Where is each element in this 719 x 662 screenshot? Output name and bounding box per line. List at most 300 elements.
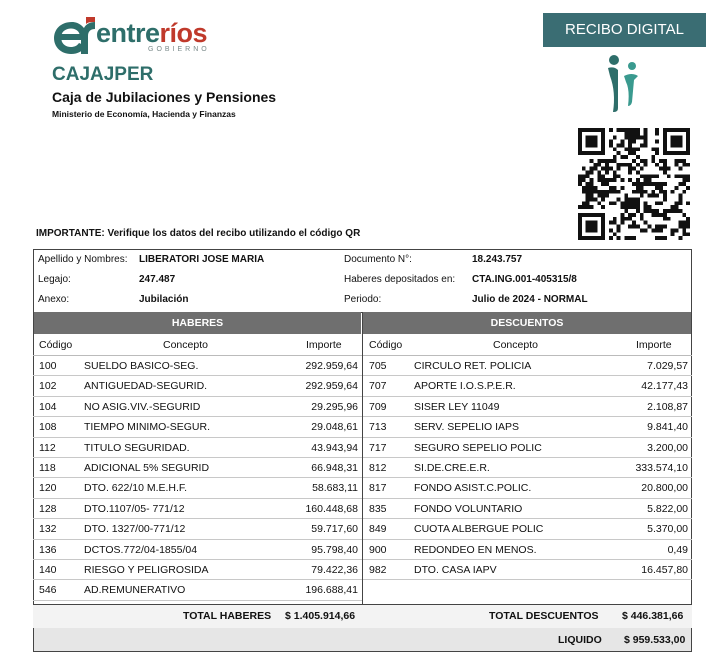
descuentos-code: 982	[369, 564, 387, 576]
qr-module	[578, 132, 582, 136]
qr-module	[582, 205, 586, 209]
qr-module	[636, 225, 640, 229]
haberes-code: 100	[39, 360, 57, 372]
qr-module	[636, 132, 640, 136]
qr-module	[655, 201, 659, 205]
qr-module	[590, 190, 594, 194]
qr-module	[613, 201, 617, 205]
periodo-value: Julio de 2024 - NORMAL	[472, 294, 588, 305]
logo-subtitle: GOBIERNO	[148, 46, 210, 53]
periodo-label: Periodo:	[344, 294, 382, 305]
qr-module	[605, 170, 609, 174]
qr-module	[678, 151, 682, 155]
haberes-concept: DTO.1107/05- 771/12	[84, 502, 185, 515]
qr-module	[624, 217, 628, 221]
qr-module	[651, 209, 655, 213]
qr-module	[620, 155, 624, 159]
qr-module	[655, 213, 659, 217]
qr-module	[686, 143, 690, 147]
qr-module	[586, 190, 590, 194]
descuentos-concept: SERV. SEPELIO IAPS	[414, 421, 520, 434]
qr-module	[620, 217, 624, 221]
qr-module	[578, 147, 582, 151]
haberes-depositados-value: CTA.ING.001-405315/8	[472, 274, 577, 285]
qr-module	[678, 136, 682, 140]
qr-module	[667, 128, 671, 132]
qr-module	[620, 186, 624, 190]
qr-module	[601, 136, 605, 140]
qr-module	[624, 198, 628, 202]
qr-module	[628, 170, 632, 174]
qr-module	[620, 221, 624, 225]
qr-module	[609, 190, 613, 194]
qr-module	[593, 140, 597, 144]
family-figure-icon	[604, 52, 644, 114]
liquido-value: $ 959.533,00	[624, 634, 686, 646]
qr-module	[624, 194, 628, 198]
qr-module	[613, 190, 617, 194]
qr-module	[601, 205, 605, 209]
qr-module	[601, 143, 605, 147]
qr-module	[593, 198, 597, 202]
haberes-code: 546	[39, 584, 57, 597]
qr-module	[671, 136, 675, 140]
qr-module	[663, 194, 667, 198]
qr-module	[609, 128, 613, 132]
qr-module	[632, 136, 636, 140]
total-descuentos-label: TOTAL DESCUENTOS	[489, 610, 599, 622]
name-value: LIBERATORI JOSE MARIA	[139, 254, 265, 265]
qr-module	[586, 136, 590, 140]
qr-module	[648, 225, 652, 229]
qr-module	[636, 186, 640, 190]
qr-module	[644, 221, 648, 225]
qr-module	[593, 143, 597, 147]
haberes-row	[33, 580, 362, 600]
qr-module	[648, 205, 652, 209]
qr-module	[648, 194, 652, 198]
qr-module	[613, 170, 617, 174]
qr-module	[659, 159, 663, 163]
qr-module	[663, 128, 667, 132]
qr-module	[632, 151, 636, 155]
qr-module	[675, 159, 679, 163]
descuentos-code: 812	[369, 462, 387, 474]
qr-module	[590, 213, 594, 217]
descuentos-concept: SISER LEY 11049	[414, 400, 500, 413]
qr-module	[601, 147, 605, 151]
qr-module	[582, 236, 586, 240]
qr-module	[636, 155, 640, 159]
qr-module	[593, 128, 597, 132]
qr-module	[578, 205, 582, 209]
haberes-concept: ADICIONAL 5% SEGURID	[84, 462, 210, 474]
haberes-amount: 160.448,68	[305, 502, 358, 515]
qr-module	[678, 167, 682, 171]
qr-module	[613, 232, 617, 236]
important-notice: IMPORTANTE: Verifique los datos del recibo utilizando el código QR	[36, 228, 361, 239]
qr-module	[593, 221, 597, 225]
descuentos-row	[363, 356, 692, 376]
qr-module	[597, 201, 601, 205]
qr-module	[678, 140, 682, 144]
qr-module	[590, 205, 594, 209]
haberes-amount: 66.948,31	[311, 462, 358, 474]
descuentos-row	[363, 376, 692, 396]
qr-module	[613, 159, 617, 163]
qr-module	[601, 194, 605, 198]
qr-module	[628, 217, 632, 221]
qr-module	[671, 143, 675, 147]
qr-module	[586, 140, 590, 144]
qr-module	[632, 190, 636, 194]
qr-module	[628, 167, 632, 171]
qr-module	[663, 159, 667, 163]
haberes-amount: 292.959,64	[305, 360, 358, 372]
qr-module	[655, 151, 659, 155]
qr-module	[671, 140, 675, 144]
qr-module	[663, 225, 667, 229]
qr-module	[617, 163, 621, 167]
haberes-column-headers	[33, 334, 362, 356]
qr-module	[620, 163, 624, 167]
qr-module	[636, 170, 640, 174]
org-title: CAJAJPER	[52, 64, 154, 85]
qr-module	[605, 182, 609, 186]
descuentos-code: 705	[369, 360, 387, 372]
qr-module	[686, 221, 690, 225]
haberes-amount: 196.688,41	[305, 584, 358, 597]
descuentos-row	[363, 417, 692, 437]
qr-module	[686, 201, 690, 205]
qr-module	[636, 147, 640, 151]
logo-wordmark	[96, 18, 207, 49]
haberes-code: 112	[39, 441, 56, 454]
column-divider	[362, 312, 363, 604]
haberes-amount: 95.798,40	[311, 543, 358, 556]
haberes-code: 140	[39, 564, 57, 576]
qr-module	[632, 128, 636, 132]
descuentos-code: 817	[369, 482, 387, 495]
qr-module	[632, 225, 636, 229]
descuentos-amount: 9.841,40	[647, 421, 688, 434]
descuentos-amount: 5.822,00	[647, 502, 688, 515]
qr-module	[617, 198, 621, 202]
qr-module	[624, 209, 628, 213]
qr-module	[586, 228, 590, 232]
qr-module	[609, 178, 613, 182]
haberes-code: 120	[39, 482, 57, 495]
qr-module	[601, 190, 605, 194]
info-row-name	[34, 250, 691, 270]
qr-module	[686, 140, 690, 144]
qr-module	[632, 140, 636, 144]
qr-module	[601, 232, 605, 236]
qr-module	[678, 143, 682, 147]
haberes-row	[33, 519, 362, 539]
qr-module	[651, 159, 655, 163]
qr-module	[597, 159, 601, 163]
qr-module	[601, 213, 605, 217]
haberes-code: 108	[39, 421, 57, 434]
qr-module	[593, 167, 597, 171]
qr-module	[655, 174, 659, 178]
qr-module	[601, 182, 605, 186]
qr-module	[655, 163, 659, 167]
haberes-amount: 79.422,36	[311, 564, 358, 576]
qr-module	[644, 209, 648, 213]
qr-module	[686, 225, 690, 229]
qr-module	[590, 143, 594, 147]
qr-module	[636, 209, 640, 213]
doc-label: Documento N°:	[344, 254, 412, 265]
qr-module	[613, 221, 617, 225]
qr-module	[582, 201, 586, 205]
qr-module	[593, 136, 597, 140]
qr-module	[613, 174, 617, 178]
org-name: Caja de Jubilaciones y Pensiones	[52, 89, 277, 105]
qr-module	[671, 151, 675, 155]
qr-module	[678, 159, 682, 163]
descuentos-amount: 42.177,43	[641, 380, 688, 393]
qr-module	[624, 147, 628, 151]
qr-module	[675, 209, 679, 213]
qr-module	[655, 228, 659, 232]
qr-module	[632, 198, 636, 202]
qr-module	[663, 209, 667, 213]
qr-module	[632, 205, 636, 209]
qr-module	[578, 221, 582, 225]
qr-module	[601, 198, 605, 202]
qr-module	[586, 225, 590, 229]
qr-module	[578, 236, 582, 240]
qr-module	[624, 132, 628, 136]
qr-module	[675, 140, 679, 144]
qr-module	[578, 217, 582, 221]
qr-module	[590, 170, 594, 174]
qr-module	[682, 182, 686, 186]
qr-module	[678, 194, 682, 198]
haberes-concept: ANTIGUEDAD-SEGURID.	[84, 380, 208, 393]
descuentos-col-amount: Importe	[636, 339, 672, 351]
qr-module	[686, 136, 690, 140]
haberes-concept: DTO. 622/10 M.E.H.F.	[84, 482, 188, 495]
qr-module	[617, 190, 621, 194]
qr-module	[644, 228, 648, 232]
descuentos-amount: 2.108,87	[647, 400, 688, 413]
qr-module	[628, 225, 632, 229]
qr-module	[578, 213, 582, 217]
qr-module	[590, 136, 594, 140]
qr-module	[578, 228, 582, 232]
qr-module	[667, 209, 671, 213]
haberes-code: 104	[39, 400, 57, 413]
qr-module	[686, 128, 690, 132]
qr-module	[655, 147, 659, 151]
qr-module	[586, 201, 590, 205]
descuentos-concept: SI.DE.CRE.E.R.	[414, 462, 490, 474]
qr-module	[671, 190, 675, 194]
descuentos-code: 900	[369, 543, 387, 556]
qr-module	[659, 228, 663, 232]
qr-module	[640, 159, 644, 163]
qr-module	[613, 217, 617, 221]
qr-module	[659, 182, 663, 186]
haberes-row	[33, 499, 362, 519]
totals-row	[33, 604, 692, 628]
descuentos-col-code: Código	[369, 339, 403, 351]
haberes-depositados-label: Haberes depositados en:	[344, 274, 456, 285]
er-monogram-icon	[50, 14, 98, 58]
qr-module	[590, 186, 594, 190]
haberes-row	[33, 540, 362, 560]
qr-module	[601, 225, 605, 229]
descuentos-header: DESCUENTOS	[363, 312, 691, 334]
qr-module	[648, 178, 652, 182]
qr-module	[605, 159, 609, 163]
qr-code	[578, 128, 690, 240]
qr-module	[590, 228, 594, 232]
qr-module	[590, 198, 594, 202]
anexo-value: Jubilación	[139, 294, 189, 305]
qr-module	[648, 182, 652, 186]
entrerios-logo	[50, 14, 220, 58]
qr-module	[686, 151, 690, 155]
qr-module	[640, 182, 644, 186]
qr-module	[617, 236, 621, 240]
qr-module	[609, 236, 613, 240]
qr-module	[640, 190, 644, 194]
qr-module	[628, 205, 632, 209]
haberes-amount: 29.048,61	[311, 421, 358, 434]
descuentos-amount: 16.457,80	[641, 564, 688, 576]
qr-module	[663, 190, 667, 194]
descuentos-code: 713	[369, 421, 387, 434]
total-haberes-value: $ 1.405.914,66	[285, 610, 356, 622]
qr-module	[663, 198, 667, 202]
qr-module	[636, 128, 640, 132]
qr-module	[667, 174, 671, 178]
qr-module	[628, 236, 632, 240]
qr-module	[663, 182, 667, 186]
qr-module	[667, 167, 671, 171]
qr-module	[632, 182, 636, 186]
qr-module	[636, 178, 640, 182]
qr-module	[682, 159, 686, 163]
qr-module	[624, 128, 628, 132]
haberes-code: 136	[39, 543, 57, 556]
qr-module	[651, 190, 655, 194]
qr-module	[640, 136, 644, 140]
logo-word-entre: entre	[96, 18, 160, 48]
qr-module	[609, 143, 613, 147]
qr-module	[605, 178, 609, 182]
qr-module	[617, 174, 621, 178]
descuentos-concept: SEGURO SEPELIO POLIC	[414, 441, 542, 454]
descuentos-concept: APORTE I.O.S.P.E.R.	[414, 380, 516, 393]
qr-module	[593, 151, 597, 155]
haberes-col-amount: Importe	[306, 339, 342, 351]
haberes-row	[33, 356, 362, 376]
qr-module	[590, 128, 594, 132]
qr-module	[644, 182, 648, 186]
doc-value: 18.243.757	[472, 254, 523, 265]
descuentos-amount: 5.370,00	[647, 523, 688, 536]
qr-module	[640, 217, 644, 221]
descuentos-row	[363, 397, 692, 417]
qr-module	[628, 213, 632, 217]
qr-module	[590, 194, 594, 198]
total-haberes-label: TOTAL HABERES	[183, 610, 272, 622]
qr-module	[624, 201, 628, 205]
qr-module	[601, 174, 605, 178]
qr-module	[586, 186, 590, 190]
qr-module	[617, 225, 621, 229]
qr-module	[613, 186, 617, 190]
qr-module	[586, 213, 590, 217]
qr-module	[663, 236, 667, 240]
qr-module	[586, 128, 590, 132]
qr-module	[593, 213, 597, 217]
qr-module	[682, 128, 686, 132]
haberes-row	[33, 417, 362, 437]
qr-module	[593, 163, 597, 167]
qr-module	[663, 147, 667, 151]
qr-module	[628, 178, 632, 182]
qr-module	[678, 174, 682, 178]
qr-module	[636, 201, 640, 205]
anexo-label: Anexo:	[38, 294, 70, 305]
qr-module	[678, 198, 682, 202]
qr-module	[601, 236, 605, 240]
qr-module	[671, 205, 675, 209]
qr-module	[663, 213, 667, 217]
qr-module	[659, 225, 663, 229]
qr-module	[597, 128, 601, 132]
qr-module	[644, 128, 648, 132]
descuentos-row	[363, 478, 692, 498]
descuentos-amount: 333.574,10	[635, 462, 688, 474]
qr-module	[675, 186, 679, 190]
qr-module	[632, 159, 636, 163]
qr-module	[659, 190, 663, 194]
descuentos-code: 849	[369, 523, 387, 536]
descuentos-col-concept: Concepto	[493, 339, 538, 351]
haberes-code: 128	[39, 502, 57, 515]
qr-module	[586, 205, 590, 209]
qr-module	[590, 221, 594, 225]
liquido-label: LIQUIDO	[558, 634, 602, 646]
qr-module	[648, 174, 652, 178]
organization-header	[52, 64, 276, 119]
recibo-digital-badge: RECIBO DIGITAL	[543, 13, 706, 47]
qr-module	[640, 167, 644, 171]
qr-module	[678, 201, 682, 205]
qr-module	[671, 209, 675, 213]
qr-module	[675, 128, 679, 132]
qr-module	[644, 163, 648, 167]
qr-module	[655, 194, 659, 198]
qr-module	[609, 140, 613, 144]
qr-module	[682, 228, 686, 232]
qr-module	[682, 225, 686, 229]
qr-module	[651, 213, 655, 217]
qr-module	[613, 155, 617, 159]
qr-module	[578, 182, 582, 186]
qr-module	[675, 228, 679, 232]
qr-module	[628, 147, 632, 151]
qr-module	[651, 228, 655, 232]
